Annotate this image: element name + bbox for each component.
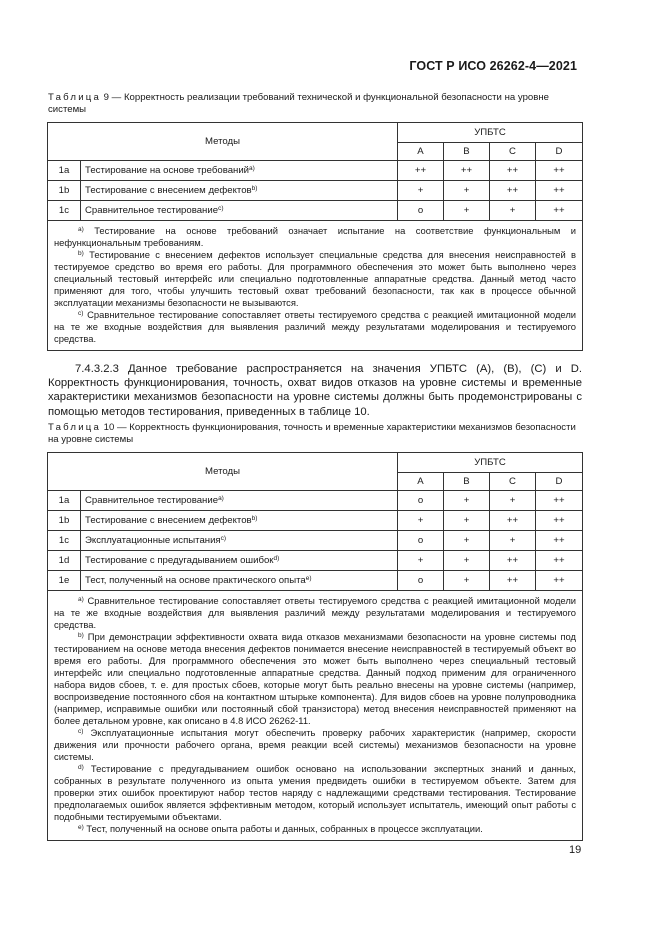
row-id: 1b bbox=[48, 511, 81, 531]
table10-body bbox=[48, 491, 583, 591]
method-label: Эксплуатационные испытания bbox=[85, 535, 221, 546]
table-row bbox=[48, 551, 583, 571]
rating-cell: о bbox=[398, 571, 444, 591]
asil-level-a: A bbox=[398, 143, 444, 161]
method-label: Сравнительное тестирование bbox=[85, 495, 219, 506]
table9-body bbox=[48, 161, 583, 221]
rating-cell: ++ bbox=[490, 551, 536, 571]
footnote-ref: b) bbox=[251, 185, 258, 192]
rating-cell: + bbox=[444, 491, 490, 511]
rating-cell: ++ bbox=[536, 551, 583, 571]
method-name bbox=[81, 161, 398, 181]
footnote-text: Тестирование с внесением дефектов использует специальные средства для внесения неисправностей в тестируемое средство во время его работы. Для программного обеспечения это может быть выполнено через специальный тестовый интерфейс или специально подготовленные аппаратные средства. Данный метод часто применяют для того, чтобы улучшить тестовый охват требований безопасности, так как в процессе обычной эксплуатации механизмы безопасности не вызываются. bbox=[54, 249, 577, 308]
rating-cell: ++ bbox=[536, 531, 583, 551]
row-id: 1a bbox=[48, 161, 81, 181]
asil-level-c: C bbox=[490, 473, 536, 491]
rating-cell: ++ bbox=[536, 511, 583, 531]
rating-cell: ++ bbox=[536, 201, 583, 221]
rating-cell: + bbox=[490, 531, 536, 551]
table10-caption bbox=[48, 422, 580, 445]
page-number: 19 bbox=[569, 844, 582, 856]
rating-cell: ++ bbox=[490, 161, 536, 181]
method-name bbox=[81, 551, 398, 571]
footnote-mark: b) bbox=[78, 632, 84, 639]
footnote-mark: e) bbox=[78, 824, 84, 831]
rating-cell: ++ bbox=[490, 511, 536, 531]
footnote-text: Сравнительное тестирование сопоставляет ответы тестируемого средства с реакцией имитационной модели на те же входные воздействия для выявления различий между результатами моделирования и тестируемого средства. bbox=[54, 309, 577, 344]
rating-cell: ++ bbox=[444, 161, 490, 181]
footnote-mark: a) bbox=[78, 596, 84, 603]
rating-cell: + bbox=[398, 551, 444, 571]
asil-level-a: A bbox=[398, 473, 444, 491]
footnote-text: При демонстрации эффективности охвата вида отказов механизмами безопасности на уровне системы под тестированием на основе метода внесения дефектов понимается внесение неисправностей в тестируемый объект во время его работы. Для программного обеспечения это может быть выполнено через специальный тестовый интерфейс или специально подготовленные аппаратные средства. Данный подход применим для ограниченного набора видов сбоев, т. е. для простых сбоев, которые могут быть реально внесены на уровне системы (например, воспроизведение постоянного сбоя на контактном штырьке компонента). Для видов сбоев на уровне полупроводника (например, исправимые ошибки или постоянный сбой транзистора) метод внесения неисправностей применяют на более детальном уровне, как описано в 4.8 ИСО 26262-11. bbox=[54, 631, 577, 726]
footnote-text: Тест, полученный на основе опыта работы и данных, собранных в процессе эксплуатации. bbox=[83, 823, 483, 834]
asil-level-d: D bbox=[536, 473, 583, 491]
table-row bbox=[48, 571, 583, 591]
footnote-ref: a) bbox=[249, 165, 255, 172]
method-label: Сравнительное тестирование bbox=[85, 205, 219, 216]
method-label: Тестирование с предугадыванием ошибок bbox=[85, 555, 274, 566]
rating-cell: + bbox=[444, 551, 490, 571]
rating-cell: + bbox=[444, 201, 490, 221]
method-name bbox=[81, 531, 398, 551]
table10-caption-text: 10 — Корректность функционирования, точность и временные характеристики механизмов безопасности на уровне системы bbox=[48, 422, 576, 445]
method-label: Тест, полученный на основе практического опыта bbox=[85, 575, 306, 586]
rating-cell: + bbox=[444, 531, 490, 551]
footnote bbox=[54, 631, 576, 727]
rating-cell: ++ bbox=[536, 181, 583, 201]
clause-7-4-3-2-3 bbox=[48, 362, 582, 419]
rating-cell: ++ bbox=[536, 491, 583, 511]
asil-level-d: D bbox=[536, 143, 583, 161]
footnote bbox=[54, 309, 576, 345]
table9-asil-header: УПБТС bbox=[398, 123, 583, 143]
footnote-ref: e) bbox=[305, 575, 312, 582]
rating-cell: + bbox=[444, 571, 490, 591]
footnote-text: Тестирование на основе требований означает испытание на соответствие функциональным и нефункциональным требованиям. bbox=[54, 225, 577, 248]
footnote bbox=[54, 823, 576, 835]
method-name bbox=[81, 201, 398, 221]
footnote bbox=[54, 595, 576, 631]
method-name bbox=[81, 571, 398, 591]
asil-level-b: B bbox=[444, 473, 490, 491]
table-row bbox=[48, 491, 583, 511]
method-name bbox=[81, 491, 398, 511]
asil-level-c: C bbox=[490, 143, 536, 161]
row-id: 1a bbox=[48, 491, 81, 511]
footnote-ref: d) bbox=[273, 555, 280, 562]
footnote-ref: a) bbox=[218, 495, 224, 502]
method-label: Тестирование с внесением дефектов bbox=[85, 185, 252, 196]
document-header: ГОСТ Р ИСО 26262-4—2021 bbox=[409, 59, 577, 73]
table-9 bbox=[47, 122, 583, 351]
row-id: 1c bbox=[48, 531, 81, 551]
footnote-mark: b) bbox=[78, 250, 84, 257]
rating-cell: ++ bbox=[536, 571, 583, 591]
method-label: Тестирование с внесением дефектов bbox=[85, 515, 252, 526]
rating-cell: ++ bbox=[536, 161, 583, 181]
rating-cell: + bbox=[398, 511, 444, 531]
rating-cell: о bbox=[398, 201, 444, 221]
rating-cell: о bbox=[398, 531, 444, 551]
table9-caption-word: Таблица bbox=[48, 92, 102, 103]
table-row bbox=[48, 511, 583, 531]
clause-text: 7.4.3.2.3 Данное требование распространяется на значения УПБТС (А), (В), (С) и D. Корректность функционирования, точность, охват видов отказов на уровне системы и временные характеристики механизмов безопасности на уровне системы должны быть продемонстрированы с помощью методов тестирования, приведенных в таблице 10. bbox=[48, 363, 582, 418]
footnote-mark: d) bbox=[78, 764, 84, 771]
table10-caption-word: Таблица bbox=[48, 422, 102, 433]
table10-footnotes bbox=[48, 591, 583, 841]
table10-methods-header: Методы bbox=[48, 453, 398, 491]
asil-level-b: B bbox=[444, 143, 490, 161]
rating-cell: + bbox=[490, 201, 536, 221]
rating-cell: + bbox=[444, 511, 490, 531]
rating-cell: ++ bbox=[490, 181, 536, 201]
table9-footnotes bbox=[48, 221, 583, 351]
footnote-mark: c) bbox=[78, 728, 84, 735]
rating-cell: + bbox=[398, 181, 444, 201]
table9-caption-text: 9 — Корректность реализации требований технической и функциональной безопасности на уровне системы bbox=[48, 92, 549, 115]
table9-methods-header: Методы bbox=[48, 123, 398, 161]
footnote-ref: b) bbox=[251, 515, 258, 522]
footnote bbox=[54, 763, 576, 823]
table9-caption bbox=[48, 92, 580, 115]
table-row bbox=[48, 201, 583, 221]
table10-asil-header: УПБТС bbox=[398, 453, 583, 473]
footnote-ref: c) bbox=[220, 535, 227, 542]
row-id: 1d bbox=[48, 551, 81, 571]
row-id: 1b bbox=[48, 181, 81, 201]
method-label: Тестирование на основе требований bbox=[85, 165, 250, 176]
footnote-mark: c) bbox=[78, 310, 84, 317]
rating-cell: ++ bbox=[398, 161, 444, 181]
footnote bbox=[54, 727, 576, 763]
footnote-ref: c) bbox=[218, 205, 224, 212]
table-10 bbox=[47, 452, 583, 841]
rating-cell: о bbox=[398, 491, 444, 511]
footnote-text: Сравнительное тестирование сопоставляет ответы тестируемого средства с реакцией имитационной модели на те же входные воздействия для выявления различий между результатами моделирования и тестируемого средства. bbox=[54, 595, 577, 630]
footnote bbox=[54, 225, 576, 249]
rating-cell: ++ bbox=[490, 571, 536, 591]
footnote bbox=[54, 249, 576, 309]
footnote-text: Тестирование с предугадыванием ошибок основано на использовании экспертных знаний и данных, собранных в результате полученного из опыта умения предвидеть ошибки в тестируемом объекте. Затем для проверки этих ошибок проектируют набор тестов наряду с надлежащими средствами тестирования. Тестирование предполагаемых ошибок является эффективным методом, который использует испытатель, имеющий опыт работы с подобными тестируемыми объектами. bbox=[54, 763, 577, 822]
footnote-text: Эксплуатационные испытания могут обеспечить проверку рабочих характеристик (например, скорости движения или прочности рабочего органа, время реакции всей системы) механизмов безопасности на уровне системы. bbox=[54, 727, 577, 762]
footnote-mark: a) bbox=[78, 226, 84, 233]
row-id: 1e bbox=[48, 571, 81, 591]
rating-cell: + bbox=[444, 181, 490, 201]
rating-cell: + bbox=[490, 491, 536, 511]
method-name bbox=[81, 181, 398, 201]
table-row bbox=[48, 531, 583, 551]
table-row bbox=[48, 161, 583, 181]
method-name bbox=[81, 511, 398, 531]
table-row bbox=[48, 181, 583, 201]
row-id: 1c bbox=[48, 201, 81, 221]
